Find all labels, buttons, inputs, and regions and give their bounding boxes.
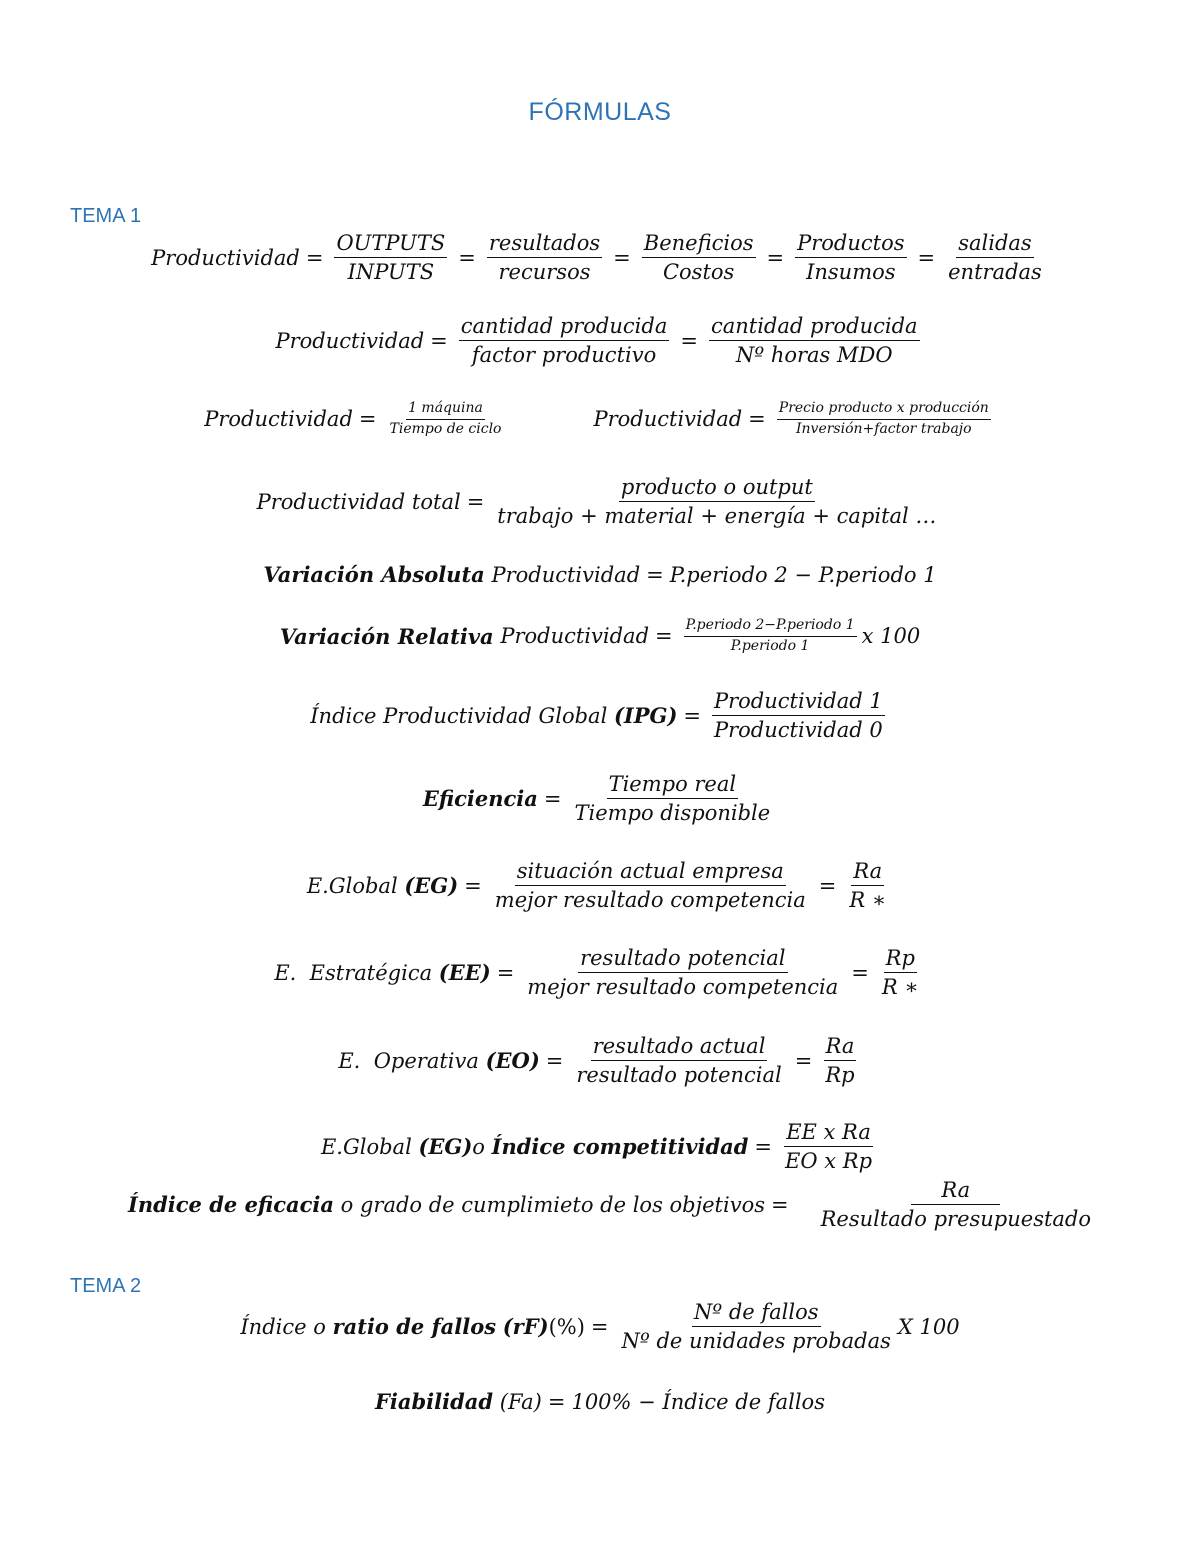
- formula-eficacia-estrategica: E. Estratégica (EE) = $\frac{\text{resultado potencial}}{\text{mejor resultado competencia}}$ = $\frac{Rp}{R ∗}$: [274, 946, 919, 1000]
- formula-lhs: Productividad: [151, 245, 300, 270]
- fraction: $\frac{\text{P.periodo 2−P.periodo 1}}{\text{P.periodo 1}}$: [685, 617, 855, 654]
- formula-productividad-3: [0, 400, 1200, 438]
- formula-precio: Productividad = $\frac{\text{Precio producto x producción}}{\text{Inversión+factor trabajo}}$: [593, 400, 989, 437]
- fraction: $\frac{\text{Tiempo real}}{\text{Tiempo disponible}}$: [574, 772, 771, 826]
- formula-variacion-absoluta: Variación Absoluta Productividad = P.periodo 2 − P.periodo 1: [263, 562, 937, 587]
- fraction: $\frac{\text{cantidad producida}}{\text{factor productivo}}$: [460, 314, 668, 368]
- section-heading-tema2: TEMA 2: [70, 1275, 142, 1297]
- formula-maquina: Productividad = $\frac{\text{1 máquina}}{\text{Tiempo de ciclo}}$: [204, 400, 502, 437]
- fraction: $\frac{Ra}{\text{Resultado presupuestado}}$: [820, 1178, 1092, 1232]
- fraction: $\frac{\text{situación actual empresa}}{\text{mejor resultado competencia}}$: [494, 859, 806, 913]
- fraction: $\frac{\text{salidas}}{\text{entradas}}$: [948, 231, 1042, 285]
- section-heading-tema1: TEMA 1: [70, 205, 142, 227]
- formula-ratio-fallos: Índice o ratio de fallos (rF) (%) = $\frac{\text{Nº de fallos}}{\text{Nº de unidades probadas}}$ X 100: [240, 1300, 960, 1354]
- fraction: $\frac{Ra}{R ∗}$: [849, 859, 887, 913]
- formula-indice-competitividad: E.Global (EG) o Índice competitividad = $\frac{\text{EE x Ra}}{\text{EO x Rp}}$: [320, 1120, 873, 1174]
- fraction: $\frac{\text{resultado potencial}}{\text{mejor resultado competencia}}$: [527, 946, 839, 1000]
- formula-fiabilidad: Fiabilidad (Fa) = 100% − Índice de fallos: [375, 1389, 825, 1414]
- formula-ipg: Índice Productividad Global (IPG) = $\frac{\text{Productividad 1}}{\text{Productividad 0}}$: [310, 689, 883, 743]
- fraction: $\frac{\text{EE x Ra}}{\text{EO x Rp}}$: [785, 1120, 873, 1174]
- formula-eficacia-operativa: E. Operativa (EO) = $\frac{\text{resultado actual}}{\text{resultado potencial}}$ = $\frac{Ra}{Rp}$: [338, 1034, 855, 1088]
- formula-indice-eficacia: Índice de eficacia o grado de cumplimieto de los objetivos = $\frac{Ra}{\text{Resultado presupuestado}}$: [128, 1178, 1092, 1232]
- fraction: $\frac{\text{resultado actual}}{\text{resultado potencial}}$: [576, 1034, 782, 1088]
- formula-variacion-relativa: Variación Relativa Productividad = $\frac{\text{P.periodo 2−P.periodo 1}}{\text{P.periodo 1}}$ x 100: [279, 617, 921, 654]
- page-title: FÓRMULAS: [528, 98, 672, 126]
- fraction: $\frac{\text{Productividad 1}}{\text{Productividad 0}}$: [714, 689, 883, 743]
- formula-productividad-2: Productividad = $\frac{\text{cantidad producida}}{\text{factor productivo}}$ = $\frac{\text{cantidad producida}}{\text{Nº horas MDO}}$: [275, 314, 918, 368]
- fraction: $\frac{\text{cantidad producida}}{\text{Nº horas MDO}}$: [710, 314, 918, 368]
- fraction: $\frac{\text{producto o output}}{\text{trabajo + material + energía + capital …}}$: [497, 475, 937, 529]
- fraction: $\frac{\text{1 máquina}}{\text{Tiempo de ciclo}}$: [389, 400, 502, 437]
- fraction: $\frac{\text{Beneficios}}{\text{Costos}}$: [643, 231, 754, 285]
- fraction: $\frac{\text{OUTPUTS}}{\text{INPUTS}}$: [336, 231, 446, 285]
- fraction: $\frac{Rp}{R ∗}$: [881, 946, 919, 1000]
- formula-productividad-1: Productividad = $\frac{\text{OUTPUTS}}{\text{INPUTS}}$ = $\frac{\text{resultados}}{\text{recursos}}$ = $\frac{\text{Beneficios}}{\text{Costos}}$ = $\frac{\text{Productos}}{\text{Insumos}}$ = $\frac{\text{salidas}}{\text{entradas}}$: [151, 231, 1042, 285]
- formula-productividad-total: Productividad total = $\frac{\text{producto o output}}{\text{trabajo + material + energía + capital …}}$: [256, 475, 937, 529]
- fraction: $\frac{\text{Nº de fallos}}{\text{Nº de unidades probadas}}$: [621, 1300, 891, 1354]
- fraction: $\frac{\text{resultados}}{\text{recursos}}$: [488, 231, 601, 285]
- fraction: $\frac{Ra}{Rp}$: [825, 1034, 855, 1088]
- fraction: $\frac{\text{Productos}}{\text{Insumos}}$: [797, 231, 905, 285]
- formula-eficiencia: Eficiencia = $\frac{\text{Tiempo real}}{\text{Tiempo disponible}}$: [422, 772, 771, 826]
- formula-eficacia-global: E.Global (EG) = $\frac{\text{situación actual empresa}}{\text{mejor resultado competencia}}$ = $\frac{Ra}{R ∗}$: [306, 859, 887, 913]
- fraction: $\frac{\text{Precio producto x producción}}{\text{Inversión+factor trabajo}}$: [778, 400, 989, 437]
